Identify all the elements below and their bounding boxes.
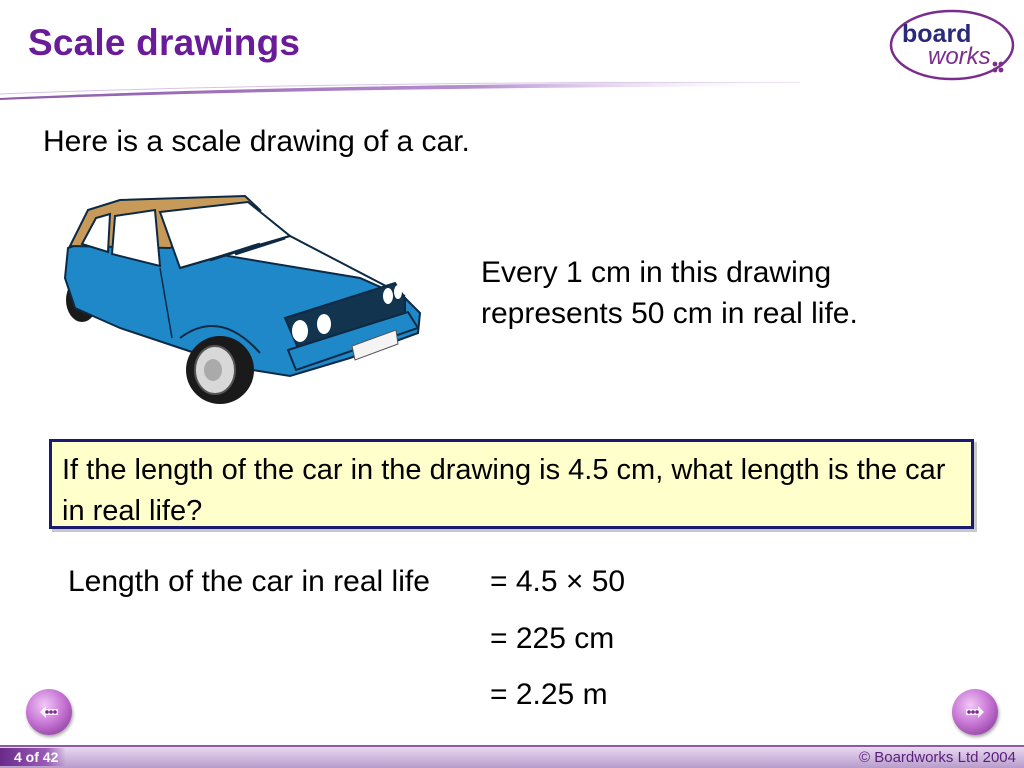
- scale-line-2: represents 50 cm in real life.: [481, 297, 858, 330]
- logo-word-board: board: [902, 20, 972, 48]
- scale-line-1: Every 1 cm in this drawing: [481, 256, 832, 289]
- page-number: 4 of 42: [0, 748, 66, 766]
- slide-title: Scale drawings: [28, 22, 301, 63]
- boardworks-logo: [888, 6, 1018, 82]
- calc-label: Length of the car in real life: [68, 565, 430, 598]
- forward-arrow-icon: [952, 689, 998, 735]
- logo-word-works: works: [928, 43, 991, 70]
- copyright-text: © Boardworks Ltd 2004: [859, 749, 1016, 766]
- question-box: [49, 439, 974, 529]
- calc-step-2: = 225 cm: [490, 622, 615, 655]
- prev-slide-button[interactable]: [26, 689, 72, 735]
- next-slide-button[interactable]: [952, 689, 998, 735]
- title-underline: [0, 82, 800, 100]
- back-arrow-icon: [26, 689, 72, 735]
- car-illustration: [60, 188, 430, 410]
- calc-step-3: = 2.25 m: [490, 678, 608, 711]
- intro-text: Here is a scale drawing of a car.: [43, 125, 470, 158]
- calc-step-1: = 4.5 × 50: [490, 565, 626, 598]
- scale-description: [481, 252, 941, 334]
- question-text: If the length of the car in the drawing is 4.5 cm, what length is the car in real life?: [62, 454, 946, 527]
